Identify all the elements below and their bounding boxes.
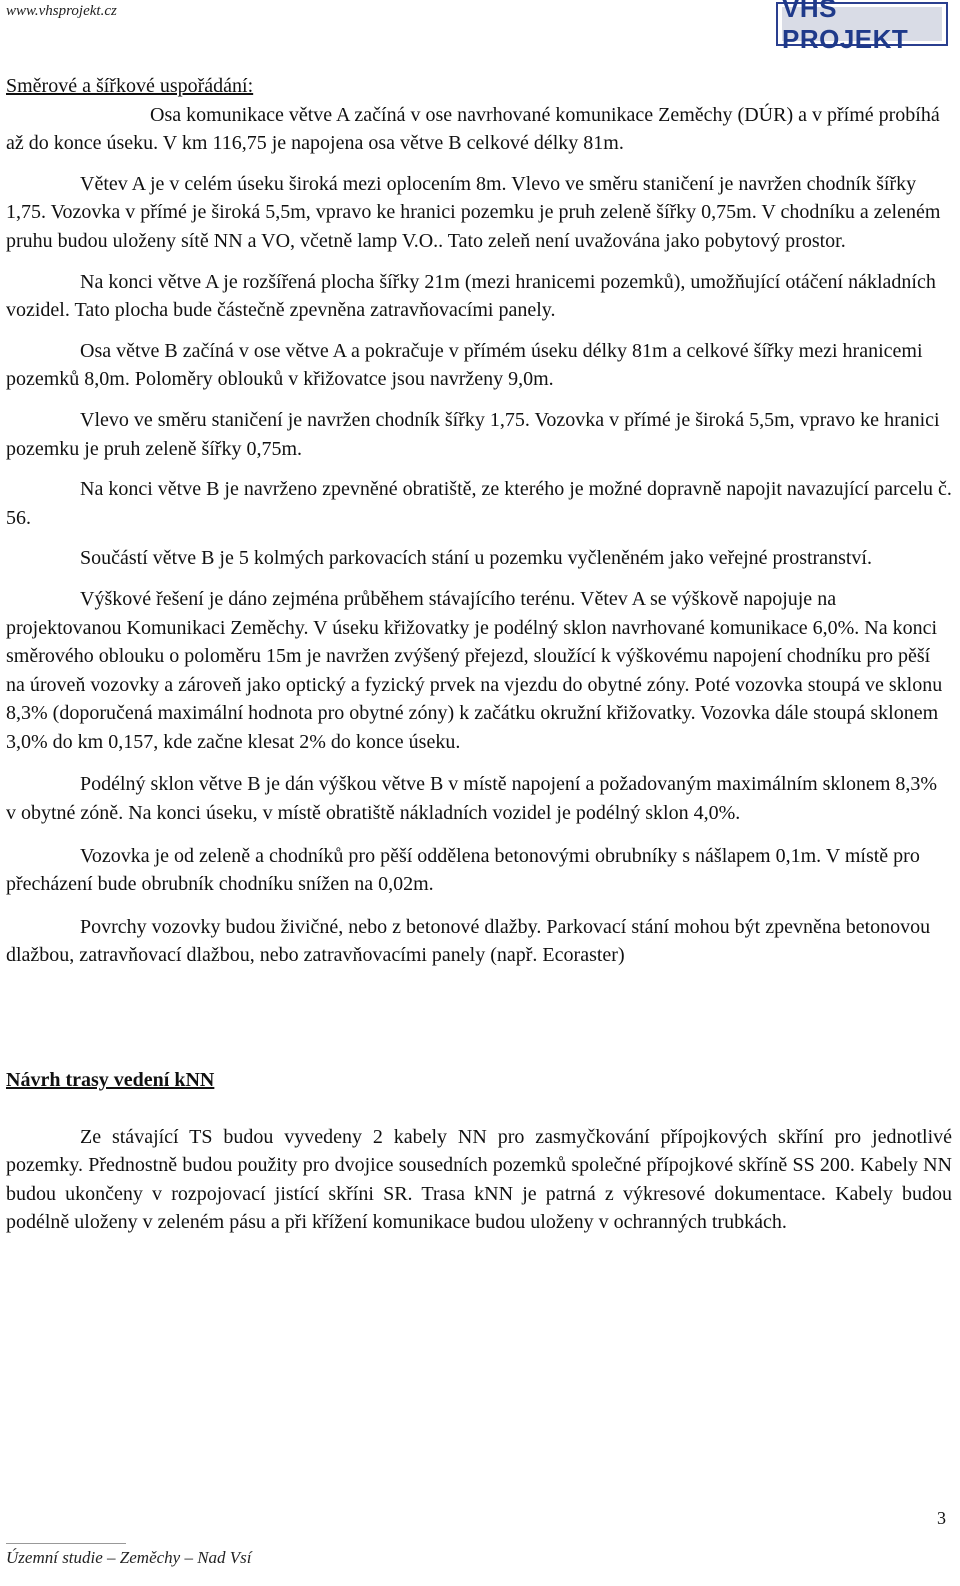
header-url: www.vhsprojekt.cz bbox=[6, 3, 117, 19]
company-logo-text: VHS PROJEKT bbox=[782, 7, 942, 41]
paragraph-axis-b: Osa větve B začíná v ose větve A a pokračuje v přímém úseku délky 81m a celkové šířky mezi hranicemi pozemků 8,0m. Poloměry oblouků v křižovatce jsou navrženy 9,0m. bbox=[6, 339, 923, 391]
paragraph-knn-route: Ze stávající TS budou vyvedeny 2 kabely NN pro zasmyčkování přípojkových skříní pro jednotlivé pozemky. Přednostně budou použity pro dvojice sousedních pozemků společné přípojkové skříně SS 200. Kabely NN budou ukončeny v rozpojovací jistící skříni SR. Trasa kNN je patrná z výkresové dokumentace. Kabely budou podélně uloženy v zeleném pásu a při křížení komunikace budou uloženy v ochranných trubkách. bbox=[6, 1125, 952, 1234]
paragraph-branch-a-width: Větev A je v celém úseku široká mezi oplocením 8m. Vlevo ve směru staničení je navržen chodník šířky 1,75. Vozovka v přímé je široká 5,5m, vpravo ke hranici pozemku je pruh zeleně šířky 0,75m. V chodníku a zeleném pruhu budou uloženy sítě NN a VO, včetně lamp V.O.. Tato zeleň není uvažována jako pobytový prostor. bbox=[6, 172, 941, 252]
section-heading-layout: Směrové a šířkové uspořádání: bbox=[6, 75, 254, 97]
footer-divider bbox=[6, 1543, 126, 1544]
section-heading-knn: Návrh trasy vedení kNN bbox=[6, 1069, 215, 1092]
paragraph-parking: Součástí větve B je 5 kolmých parkovacích stání u pozemku vyčleněném jako veřejné prostranství. bbox=[80, 547, 872, 570]
paragraph-height-solution: Výškové řešení je dáno zejména průběhem stávajícího terénu. Větev A se výškově napojuje na projektovanou Komunikaci Zeměchy. V úseku křižovatky je podélný sklon navrhované komunikace 6,0%. Na konci směrového oblouku o poloměru 15m je navržen zvýšený přejezd, sloužící k výškovému napojení chodníku pro pěší na úroveň vozovky a zároveň jako optický a fyzický prvek na vjezdu do obytné zóny. Poté vozovka stoupá ve sklonu 8,3% (doporučená maximální hodnota pro obytné zóny) k začátku okružní křižovatky. Vozovka dále stoupá sklonem 3,0% do km 0,157, kde začne klesat 2% do konce úseku. bbox=[6, 587, 943, 753]
paragraph-branch-b-sidewalk: Vlevo ve směru staničení je navržen chodník šířky 1,75. Vozovka v přímé je široká 5,5m, vpravo ke hranici pozemku je pruh zeleně šířky 0,75m. bbox=[6, 408, 940, 460]
company-logo bbox=[776, 0, 948, 54]
paragraph-curbs: Vozovka je od zeleně a chodníků pro pěší oddělena betonovými obrubníky s nášlapem 0,1m. V místě pro přecházení bude obrubník chodníku snížen na 0,02m. bbox=[6, 844, 920, 896]
paragraph-axis-a: Osa komunikace větve A začíná v ose navrhované komunikace Zeměchy (DÚR) a v přímé probíhá až do konce úseku. V km 116,75 je napojena osa větve B celkové délky 81m. bbox=[6, 103, 940, 155]
page-number: 3 bbox=[937, 1508, 946, 1528]
paragraph-branch-b-end: Na konci větve B je navrženo zpevněné obratiště, ze kterého je možné dopravně napojit navazující parcelu č. 56. bbox=[6, 478, 952, 529]
paragraph-surfaces: Povrchy vozovky budou živičné, nebo z betonové dlažby. Parkovací stání mohou být zpevněna betonovou dlažbou, zatravňovací dlažbou, nebo zatravňovacími panely (např. Ecoraster) bbox=[6, 915, 931, 967]
paragraph-branch-a-end: Na konci větve A je rozšířená plocha šířky 21m (mezi hranicemi pozemků), umožňující otáčení nákladních vozidel. Tato plocha bude částečně zpevněna zatravňovacími panely. bbox=[6, 270, 936, 322]
footer-title: Územní studie – Zeměchy – Nad Vsí bbox=[6, 1548, 252, 1567]
document-body bbox=[6, 72, 952, 1237]
paragraph-branch-b-slope: Podélný sklon větve B je dán výškou větve B v místě napojení a požadovaným maximálním sklonem 8,3% v obytné zóně. Na konci úseku, v místě obratiště nákladních vozidel je podélný sklon 4,0%. bbox=[6, 773, 938, 825]
